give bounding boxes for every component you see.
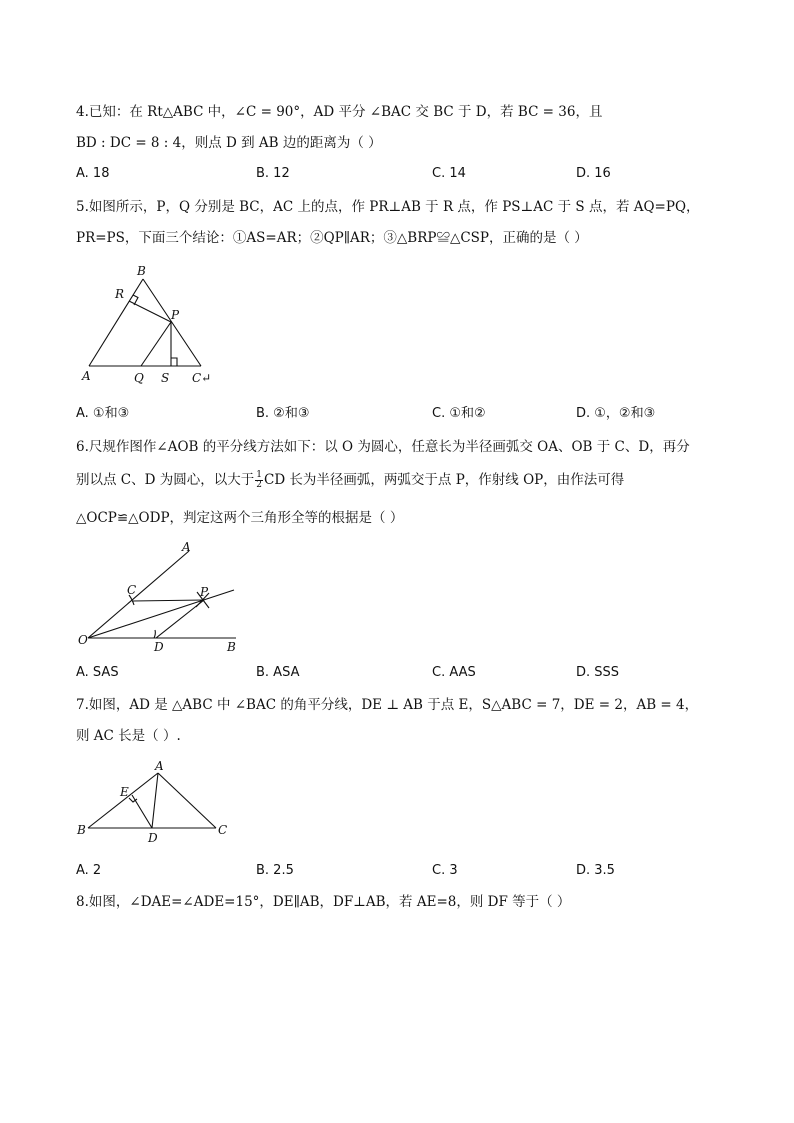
label-p: P xyxy=(200,585,209,599)
q4-stem-line2: BD : DC = 8 : 4，则点 D 到 AB 边的距离为（ ） xyxy=(76,135,382,151)
label-r: R xyxy=(115,287,125,301)
q6-stem-line1: 6.尺规作图作∠AOB 的平分线方法如下：以 O 为圆心，任意长为半径画弧交 OA、OB 于 C、D，再分 xyxy=(76,439,690,455)
label-c: C xyxy=(218,823,228,837)
q8-stem-line1: 8.如图，∠DAE=∠ADE=15°，DE∥AB，DF⊥AB，若 AE=8，则 DF 等于（ ） xyxy=(76,894,571,910)
label-d: D xyxy=(154,640,164,654)
q7-triangle-figure xyxy=(76,758,236,848)
q6-option-a: A. SAS xyxy=(76,665,119,680)
q7-stem-line2: 则 AC 长是（ ）. xyxy=(76,728,181,744)
q6-stem-line2-part1: 别以点 C、D 为圆心，以大于 xyxy=(76,472,255,488)
label-b: B xyxy=(77,823,86,837)
label-a: A xyxy=(82,369,91,383)
right-angle-mark-s xyxy=(171,358,177,366)
arc-d xyxy=(154,630,155,638)
label-o: O xyxy=(78,633,88,647)
label-a: A xyxy=(182,540,191,554)
segment-ac xyxy=(158,773,216,828)
ray-op xyxy=(88,590,234,638)
ray-oa xyxy=(88,551,189,638)
label-e: E xyxy=(120,785,129,799)
q6-option-d: D. SSS xyxy=(576,665,620,680)
q6-option-c: C. AAS xyxy=(432,665,476,680)
label-c: C xyxy=(127,583,137,597)
q6-stem-line3: △OCP≌△ODP，判定这两个三角形全等的根据是（ ） xyxy=(76,510,404,526)
q6-option-b: B. ASA xyxy=(256,665,300,680)
label-q: Q xyxy=(134,371,144,385)
q5-option-b: B. ②和③ xyxy=(256,406,310,421)
q5-option-d: D. ①，②和③ xyxy=(576,406,656,421)
q6-stem-line2-part2: CD 长为半径画弧，两弧交于点 P，作射线 OP，由作法可得 xyxy=(263,472,625,488)
q6-stem-line2 xyxy=(76,471,624,490)
q4-option-a: A. 18 xyxy=(76,166,110,181)
segment-ad xyxy=(152,773,158,828)
fraction-numerator: 1 xyxy=(256,470,262,480)
q7-stem-line1: 7.如图，AD 是 △ABC 中 ∠BAC 的角平分线，DE ⊥ AB 于点 E，S△ABC = 7，DE = 2，AB = 4， xyxy=(76,697,699,713)
label-b: B xyxy=(227,640,236,654)
q7-option-d: D. 3.5 xyxy=(576,863,615,878)
q4-stem-line1: 4.已知：在 Rt△ABC 中，∠C = 90°，AD 平分 ∠BAC 交 BC 于 D，若 BC = 36，且 xyxy=(76,104,603,120)
segment-qp xyxy=(141,322,171,366)
label-s: S xyxy=(161,371,170,385)
label-b: B xyxy=(137,264,146,278)
q5-stem-line2: PR=PS，下面三个结论：①AS=AR；②QP∥AR；③△BRP≌△CSP，正确的是（ ） xyxy=(76,230,588,246)
q7-option-a: A. 2 xyxy=(76,863,102,878)
q6-angle-bisector-figure xyxy=(76,538,256,658)
q4-option-b: B. 12 xyxy=(256,166,290,181)
q5-triangle-figure xyxy=(76,262,226,392)
label-d: D xyxy=(148,831,158,845)
q5-option-a: A. ①和③ xyxy=(76,406,130,421)
segment-cp xyxy=(133,600,204,601)
segment-bc xyxy=(143,279,201,366)
q4-option-d: D. 16 xyxy=(576,166,611,181)
fraction-one-half xyxy=(255,471,263,490)
fraction-denominator: 2 xyxy=(256,480,262,490)
label-a: A xyxy=(155,759,164,773)
q7-option-c: C. 3 xyxy=(432,863,458,878)
label-p: P xyxy=(171,308,180,322)
q5-option-c: C. ①和② xyxy=(432,406,486,421)
q5-stem-line1: 5.如图所示，P，Q 分别是 BC，AC 上的点，作 PR⊥AB 于 R 点，作 PS⊥AC 于 S 点，若 AQ=PQ， xyxy=(76,199,700,215)
q7-option-b: B. 2.5 xyxy=(256,863,294,878)
q4-option-c: C. 14 xyxy=(432,166,466,181)
label-c: C↵ xyxy=(192,371,212,385)
